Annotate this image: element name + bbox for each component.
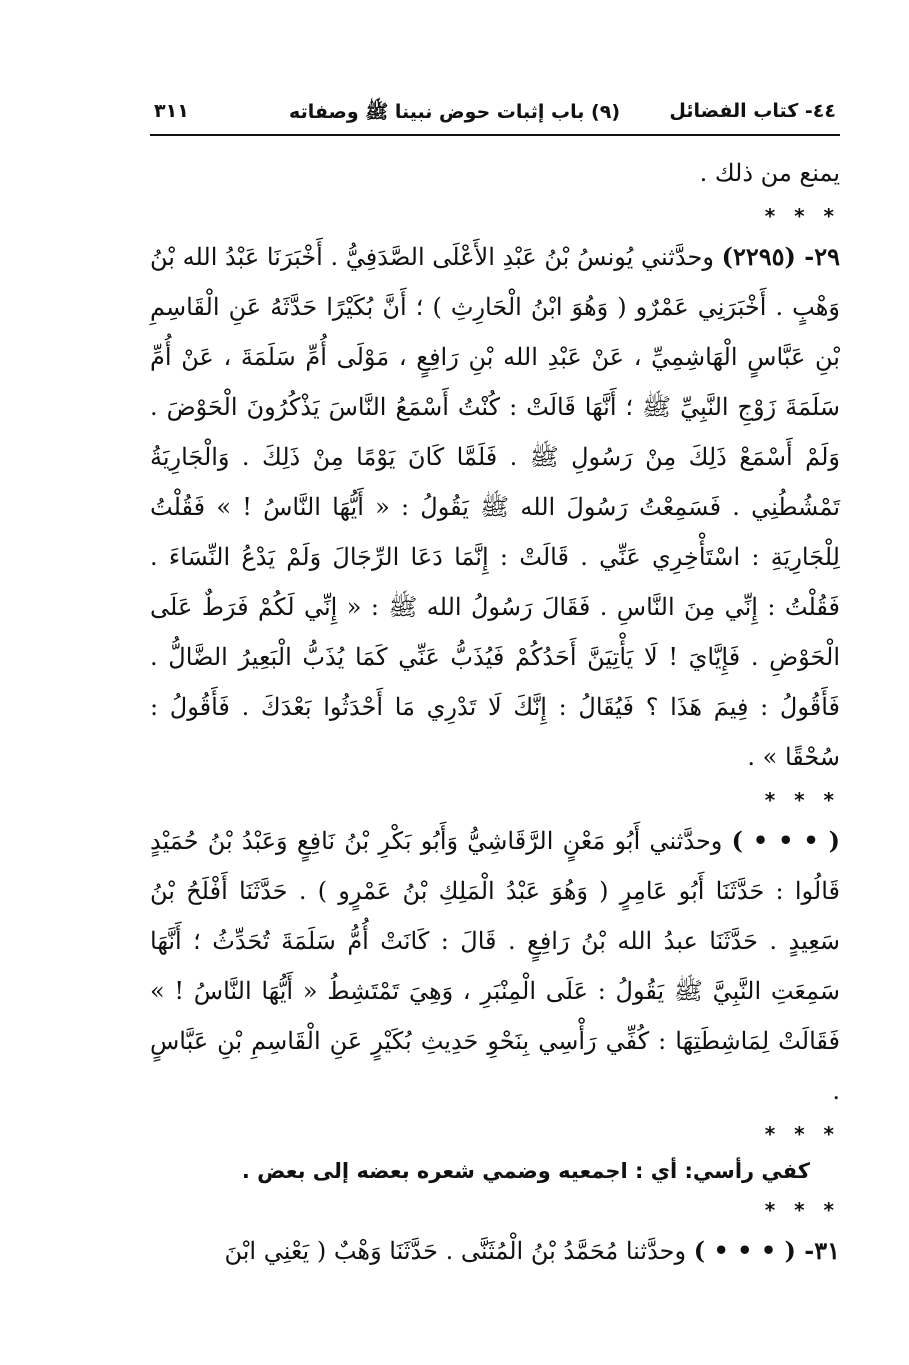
- chapter-title: ٤٤- كتاب الفضائل: [669, 100, 836, 122]
- separator-1: * * *: [764, 204, 840, 228]
- page-header: [150, 90, 840, 136]
- book-page: [150, 90, 840, 1270]
- hadith-31-number: ٣١- ( • • • ): [693, 1236, 840, 1265]
- hadith-29: [150, 232, 840, 782]
- separator-4: * * *: [764, 1198, 840, 1222]
- hadith-31: [150, 1226, 840, 1276]
- opening-line: يمنع من ذلك .: [699, 159, 840, 187]
- hadith-30: [150, 816, 840, 1116]
- separator-3: * * *: [764, 1122, 840, 1146]
- hadith-31-text: وحدَّثنا مُحَمَّدُ بْنُ الْمُثَنَّى . حَدَّثَنَا وَهْبٌ ( يَعْنِي ابْنَ: [224, 1237, 687, 1265]
- page-number: ٣١١: [154, 100, 189, 122]
- hadith-29-number: ٢٩- (٢٢٩٥): [721, 242, 840, 271]
- separator-2: * * *: [764, 788, 840, 812]
- hadith-30-number: ( • • • ): [731, 826, 840, 855]
- page-body: [150, 136, 840, 1276]
- section-title: (٩) باب إثبات حوض نبينا ﷺ وصفاته: [289, 101, 620, 123]
- hadith-30-text: وحدَّثني أَبُو مَعْنٍ الرَّقَاشِيُّ وَأَبُو بَكْرِ بْنُ نَافِعٍ وَعَبْدُ بْنُ حُمَيْدٍ قَالُوا : حَدَّثَنَا أَبُو عَامِرٍ ( وَهُوَ عَبْدُ الْمَلِكِ بْنُ عَمْرٍو ) . حَدَّثَنَا أَفْلَحُ بْنُ سَعِيدٍ . حَدَّثَنَا عبدُ الله بْنُ رَافِعٍ . قَالَ : كَانَتْ أُمُّ سَلَمَةَ تُحَدِّثُ ؛ أَنَّهَا سَمِعَتِ النَّبِيَّ ﷺ يَقُولُ : عَلَى الْمِنْبَرِ ، وَهِيَ تَمْتَشِطُ « أَيُّهَا النَّاسُ ! » فَقَالَتْ لِمَاشِطَتِهَا : كُفِّي رَأْسِي بِنَحْوِ حَدِيثِ بُكَيْرٍ عَنِ الْقَاسِمِ بْنِ عَبَّاسٍ .: [150, 827, 841, 1105]
- explanatory-note: كفي رأسي: أي : اجمعيه وضمي شعره بعضه إلى بعض .: [241, 1159, 810, 1183]
- hadith-29-text: وحدَّثني يُونسُ بْنُ عَبْدِ الأَعْلَى الصَّدَفِيُّ . أَخْبَرَنَا عَبْدُ الله بْنُ وَهْبٍ . أَخْبَرَنِي عَمْرٌو ( وَهُوَ ابْنُ الْحَارِثِ ) ؛ أَنَّ بُكَيْرًا حَدَّثَهُ عَنِ الْقَاسِمِ بْنِ عَبَّاسٍ الْهَاشِمِيِّ ، عَنْ عَبْدِ الله بْنِ رَافِعٍ ، مَوْلَى أُمِّ سَلَمَةَ ، عَنْ أُمِّ سَلَمَةَ زَوْجِ النَّبِيِّ ﷺ ؛ أَنَّهَا قَالَتْ : كُنْتُ أَسْمَعُ النَّاسَ يَذْكُرُونَ الْحَوْضَ . وَلَمْ أَسْمَعْ ذَلِكَ مِنْ رَسُولِ ﷺ . فَلَمَّا كَانَ يَوْمًا مِنْ ذَلِكَ . وَالْجَارِيَةُ تَمْشُطُنِي . فَسَمِعْتُ رَسُولَ الله ﷺ يَقُولُ : « أَيُّهَا النَّاسُ ! » فَقُلْتُ لِلْجَارِيَةِ : اسْتَأْخِرِي عَنِّي . قَالَتْ : إِنَّمَا دَعَا الرِّجَالَ وَلَمْ يَدْعُ النِّسَاءَ . فَقُلْتُ : إِنِّي مِنَ النَّاسِ . فَقَالَ رَسُولُ الله ﷺ : « إِنِّي لَكُمْ فَرَطٌ عَلَى الْحَوْضِ . فَإِيَّايَ ! لَا يَأْتِيَنَّ أَحَدُكُمْ فَيُذَبُّ عَنِّي كَمَا يُذَبُّ الْبَعِيرُ الضَّالُّ . فَأَقُولُ : فِيمَ هَذَا ؟ فَيُقَالُ : إِنَّكَ لَا تَدْرِي مَا أَحْدَثُوا بَعْدَكَ . فَأَقُولُ : سُحْقًا » .: [150, 243, 841, 771]
